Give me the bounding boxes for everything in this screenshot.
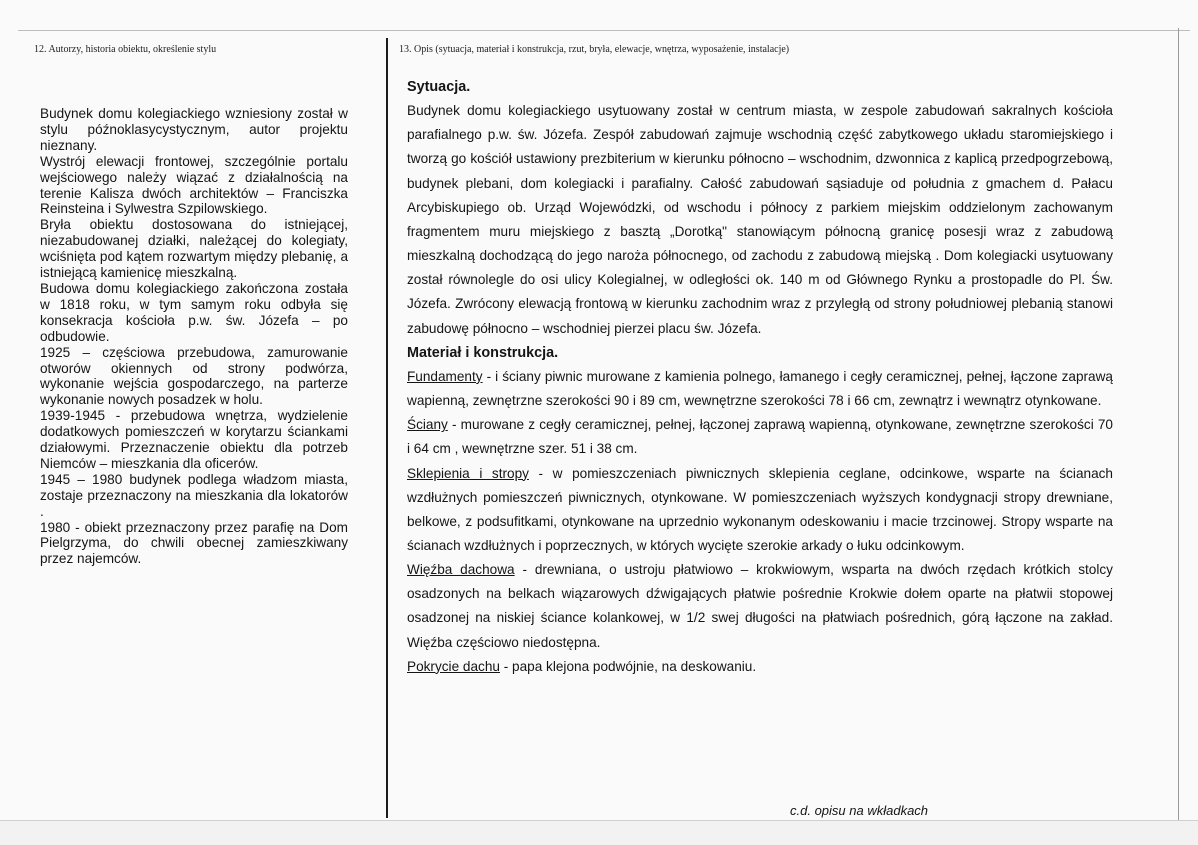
paragraph-sklepienia bbox=[407, 462, 1113, 559]
label-pokrycie: Pokrycie dachu bbox=[407, 658, 500, 674]
history-paragraph-style: Budynek domu kolegiackiego wzniesiony został w stylu późnoklasycystycznym, autor projektu nieznany. bbox=[40, 106, 348, 153]
text-pokrycie: - papa klejona podwójnie, na deskowaniu. bbox=[499, 658, 757, 674]
label-fundamenty: Fundamenty bbox=[407, 368, 483, 384]
paragraph-sciany bbox=[407, 413, 1113, 461]
label-wiezba: Więźba dachowa bbox=[407, 562, 515, 578]
heading-material: Materiał i konstrukcja. bbox=[407, 344, 559, 361]
history-column bbox=[40, 106, 348, 567]
history-paragraph-1945: 1945 – 1980 budynek podlega władzom miasta, zostaje przeznaczony na mieszkania dla lokatorów . bbox=[40, 471, 348, 519]
history-paragraph-1925: 1925 – częściowa przebudowa, zamurowanie otworów okiennych od strony podwórza, wykonanie wejścia gospodarczego, na parterze wykonanie nowych posadzek w holu. bbox=[40, 344, 348, 408]
text-fundamenty: - i ściany piwnic murowane z kamienia polnego, łamanego i cegły ceramicznej, pełnej, łączone zaprawą wapienną, zewnętrzne szerokości 90 i 89 cm, wewnętrzne szerokości 78 i 66 cm, zewnątrz i wewnątrz otynkowane. bbox=[407, 368, 1113, 409]
section-13-header: 13. Opis (sytuacja, materiał i konstrukcja, rzut, bryła, elewacje, wnętrza, wyposażenie, instalacje) bbox=[399, 44, 790, 55]
paragraph-wiezba bbox=[407, 558, 1113, 655]
label-sklepienia: Sklepienia i stropy bbox=[407, 465, 529, 481]
paragraph-sytuacja: Budynek domu kolegiackiego usytuowany został w centrum miasta, w zespole zabudowań sakralnych kościoła parafialnego p.w. św. Józefa. Zespół zabudowań zajmuje wschodnią część zabytkowego układu staromiejskiego i tworzą go kościół ustawiony prezbiterium w kierunku północno – wschodnim, dzwonnica z kaplicą przedpogrzebową, budynek plebani, dom kolegiacki i parafialny. Całość zabudowań sąsiaduje od południa z gmachem d. Pałacu Arcybiskupiego ob. Urząd Wojewódzki, od wschodu i północy z parkiem miejskim oddzielonym zachowanym fragmentem muru miejskiego z basztą „Dorotką" stanowiącym północną granicę posesji wraz z zabudową mieszkalną dochodzącą do jego naroża północnego, od zachodu z zabudową miejską . Dom kolegiacki usytuowany został równolegle do osi ulicy Kolegialnej, w odległości ok. 140 m od Głównego Rynku a prostopadle do Pl. Św. Józefa. Zwrócony elewacją frontową w kierunku zachodnim wraz z przyległą od strony południowej plebanią stanowi zabudowę północno – wschodniej pierzei placu św. Józefa. bbox=[407, 103, 1113, 336]
paragraph-fundamenty bbox=[407, 365, 1113, 413]
column-divider bbox=[386, 38, 388, 818]
paragraph-pokrycie bbox=[407, 655, 1113, 679]
section-12-header: 12. Autorzy, historia obiektu, określenie stylu bbox=[34, 44, 217, 55]
history-paragraph-1818: Budowa domu kolegiackiego zakończona została w 1818 roku, w tym samym roku odbyła się konsekracja kościoła p.w. św. Józefa – po odbudowie. bbox=[40, 280, 348, 344]
page-bottom-edge bbox=[0, 820, 1198, 845]
text-wiezba: - drewniana, o ustroju płatwiowo – krokwiowym, wsparta na dwóch rzędach krótkich stolcy osadzonych na belkach wiązarowych dźwigających płatwie pośrednie Krokwie dołem oparte na płatwii stopowej osadzonej na niskiej ściance kolankowej, w 1/2 swej długości na płatwiach pośrednich, górą łączone na zakład. Więźba częściowo niedostępna. bbox=[407, 562, 1113, 650]
text-sklepienia: - w pomieszczeniach piwnicznych sklepienia ceglane, odcinkowe, wsparte na ścianach wzdłużnych pomieszczeń piwnicznych, otynkowane. W pomieszczeniach wyższych kondygnacji stropy drewniane, belkowe, z podsufitkami, otynkowane na uprzednio wykonanym odeskowaniu i macie trzcinowej. Stropy wsparte na ścianach wzdłużnych i poprzecznych, w których wycięte szerokie arkady o łuku odcinkowym. bbox=[407, 465, 1113, 553]
page-right-edge bbox=[1178, 28, 1179, 820]
text-sciany: - murowane z cegły ceramicznej, pełnej, łączonej zaprawą wapienną, otynkowane, zewnętrzne szerokości 70 i 64 cm , wewnętrzne szer. 51 i 38 cm. bbox=[407, 417, 1113, 457]
heading-sytuacja: Sytuacja. bbox=[407, 79, 471, 95]
history-paragraph-form: Bryła obiektu dostosowana do istniejącej, niezabudowanej działki, należącej do kolegiaty, wciśnięta pod kątem rozwartym między plebanię, a istniejącą kamienicę mieszkalną. bbox=[40, 217, 348, 281]
description-column bbox=[407, 75, 1113, 679]
history-paragraph-1939: 1939-1945 - przebudowa wnętrza, wydzielenie dodatkowych pomieszczeń w korytarzu ściankami działowymi. Przeznaczenie obiektu dla potrzeb Niemców – mieszkania dla oficerów. bbox=[40, 408, 348, 471]
label-sciany: Ściany bbox=[407, 417, 448, 433]
history-paragraph-1980: 1980 - obiekt przeznaczony przez parafię na Dom Pielgrzyma, do chwili obecnej zamieszkiwany przez najemców. bbox=[40, 519, 348, 567]
history-paragraph-architects: Wystrój elewacji frontowej, szczególnie portalu wejściowego należy wiązać z działalnością na terenie Kalisza dwóch architektów – Franciszka Reinsteina i Sylwestra Szpilowskiego. bbox=[40, 153, 348, 217]
continuation-note: c.d. opisu na wkładkach bbox=[790, 803, 929, 818]
